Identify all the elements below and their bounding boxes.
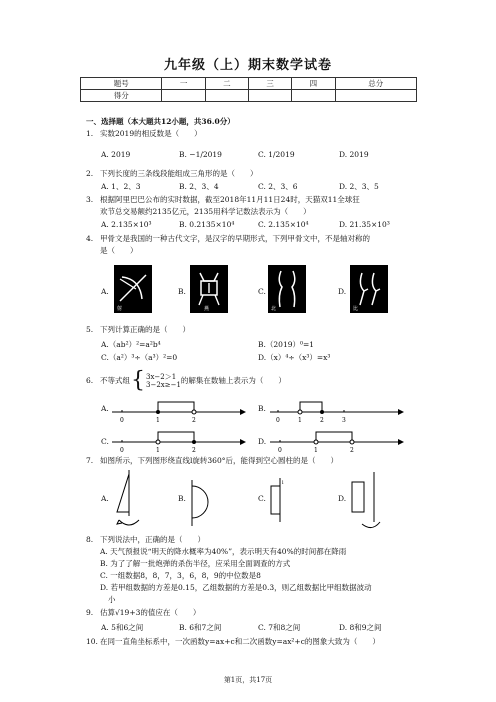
q8-option-a: A. 天气预报说“明天的降水概率为40%”，表示明天有40%的时间都在降雨 bbox=[100, 547, 347, 556]
q8-option-c: C. 一组数据8，8，7，3，6，8，9的中位数是8 bbox=[100, 571, 261, 580]
q5-option-c: C.（a²）³÷（a³）²=0 bbox=[101, 353, 178, 362]
question-number: 8. bbox=[86, 535, 94, 544]
number-line-c bbox=[112, 428, 247, 454]
brace-symbol: { bbox=[131, 368, 145, 393]
q3-option-c: C. 2.135×10⁴ bbox=[258, 220, 309, 229]
question-9 bbox=[86, 608, 200, 618]
score-cell bbox=[205, 90, 248, 102]
q1-option-c: C. 1/2019 bbox=[258, 150, 295, 159]
q8-option-d-line-2: 小 bbox=[108, 595, 116, 604]
number-line-d bbox=[270, 428, 405, 454]
q4-option-d: D. bbox=[338, 287, 347, 296]
q5-option-d: D.（x）⁴÷（x³）=x³ bbox=[258, 353, 331, 362]
q3-option-d: D. 21.35×10³ bbox=[339, 220, 390, 229]
tick-label: 1 bbox=[156, 417, 160, 424]
question-number: 7. bbox=[86, 456, 94, 465]
question-text-post: 的解集在数轴上表示为（ ） bbox=[180, 376, 286, 385]
score-header-cell: 四 bbox=[292, 78, 335, 90]
question-3 bbox=[86, 195, 360, 205]
rotation-figure-c bbox=[266, 476, 296, 524]
score-cell bbox=[335, 90, 416, 102]
q1-option-d: D. 2019 bbox=[339, 150, 369, 159]
tick-label: 2 bbox=[192, 417, 196, 424]
score-header-cell: 题号 bbox=[81, 78, 162, 90]
q2-option-c: C. 2、3、6 bbox=[258, 182, 298, 191]
glyph-caption: 燕 bbox=[204, 306, 210, 312]
page-title: 九年级（上）期末数学试卷 bbox=[163, 58, 332, 73]
question-number: 6. bbox=[86, 376, 94, 385]
q4-option-c: C. bbox=[258, 287, 266, 296]
question-text: 甲骨文是我国的一种古代文字，是汉字的早期形式，下列甲骨文中，不是轴对称的 bbox=[100, 234, 370, 243]
score-header-cell: 一 bbox=[162, 78, 205, 90]
q4-option-b: B. bbox=[178, 287, 186, 296]
question-number: 10. bbox=[86, 637, 98, 646]
oracle-glyph-image bbox=[114, 265, 152, 313]
score-cell bbox=[162, 90, 205, 102]
q3-option-a: A. 2.135×10³ bbox=[101, 220, 152, 229]
inequality-2: 3−2x≥−1 bbox=[146, 381, 181, 389]
tick-label: 1 bbox=[156, 447, 160, 454]
score-table bbox=[80, 77, 417, 102]
q2-option-b: B. 2、3、4 bbox=[179, 182, 219, 191]
question-text: 根据阿里巴巴公布的实时数据，截至2018年11月11日24时，天猫双11全球狂 bbox=[100, 195, 360, 204]
oracle-glyph-image bbox=[268, 265, 306, 313]
question-number: 1. bbox=[86, 129, 94, 138]
q6-option-a: A. bbox=[101, 404, 109, 413]
question-number: 9. bbox=[86, 608, 94, 617]
question-text: 在同一直角坐标系中，一次函数y=ax+c和二次函数y=ax²+c的图象大致为（ ） bbox=[100, 637, 380, 646]
q1-option-a: A. 2019 bbox=[101, 150, 131, 159]
q6-option-d: D. bbox=[258, 437, 267, 446]
q8-option-b: B. 为了了解一批炮弹的杀伤半径，应采用全面调查的方式 bbox=[100, 559, 291, 568]
tick-label: 0 bbox=[120, 447, 124, 454]
question-2 bbox=[86, 169, 258, 179]
q9-option-a: A. 5和6之间 bbox=[101, 623, 144, 632]
q7-option-a: A. bbox=[101, 494, 109, 503]
glyph-caption: 比 bbox=[353, 306, 359, 312]
question-text: 实数2019的相反数是（ ） bbox=[100, 129, 202, 138]
q7-option-d: D. bbox=[338, 494, 347, 503]
question-6 bbox=[86, 368, 286, 393]
score-header-cell: 二 bbox=[205, 78, 248, 90]
question-number: 5. bbox=[86, 325, 94, 334]
tick-label: 0 bbox=[120, 417, 124, 424]
tick-label: 0 bbox=[278, 447, 282, 454]
question-text: 下列计算正确的是（ ） bbox=[100, 325, 190, 334]
question-1 bbox=[86, 129, 202, 139]
q4-option-a: A. bbox=[101, 287, 109, 296]
q3-option-b: B. 0.2135×10⁴ bbox=[179, 220, 235, 229]
page-footer: 第1页，共17页 bbox=[223, 676, 273, 684]
q8-option-d: D. 若甲组数据的方差是0.15，乙组数据的方差是0.3，则乙组数据比甲组数据波动 bbox=[100, 583, 372, 592]
q9-option-b: B. 6和7之间 bbox=[179, 623, 222, 632]
q2-option-d: D. 2、3、5 bbox=[339, 182, 379, 191]
score-cell bbox=[248, 90, 291, 102]
tick-label: 2 bbox=[192, 447, 196, 454]
score-row-label: 得分 bbox=[81, 90, 162, 102]
q1-option-b: B. −1/2019 bbox=[179, 150, 222, 159]
question-7 bbox=[86, 456, 338, 466]
section-heading: 一、选择题（本大题共12小题，共36.0分） bbox=[86, 117, 235, 126]
glyph-caption: 北 bbox=[271, 306, 277, 312]
number-line-b bbox=[270, 398, 405, 424]
q6-option-c: C. bbox=[101, 437, 109, 446]
q5-option-b: B.（2019）⁰=1 bbox=[258, 340, 315, 349]
tick-label: 1 bbox=[314, 447, 318, 454]
oracle-glyph-image bbox=[190, 265, 228, 313]
question-text: 下列说法中，正确的是（ ） bbox=[100, 535, 205, 544]
oracle-glyph-image bbox=[350, 265, 388, 313]
question-text: 估算√19+3的值应在（ ） bbox=[100, 608, 201, 617]
question-3-line-2: 欢节总交易额约2135亿元，2135用科学记数法表示为（ ） bbox=[100, 207, 311, 216]
question-number: 4. bbox=[86, 234, 94, 243]
score-header-row bbox=[81, 78, 417, 90]
question-number: 2. bbox=[86, 169, 94, 178]
question-text: 下列长度的三条线段能组成三角形的是（ ） bbox=[100, 169, 258, 178]
tick-label: 2 bbox=[350, 447, 354, 454]
q7-option-c: C. bbox=[258, 494, 266, 503]
number-line-a bbox=[112, 398, 247, 424]
question-4 bbox=[86, 234, 370, 244]
rotation-figure-b bbox=[186, 478, 226, 528]
q2-option-a: A. 1、2、3 bbox=[101, 182, 141, 191]
tick-label: 3 bbox=[342, 417, 346, 424]
score-header-cell: 三 bbox=[248, 78, 291, 90]
glyph-caption: 射 bbox=[117, 306, 123, 312]
inequality-1: 3x−2＞1 bbox=[146, 373, 177, 381]
question-8 bbox=[86, 535, 205, 545]
score-header-cell: 总分 bbox=[335, 78, 416, 90]
rotation-figure-a bbox=[113, 468, 143, 530]
question-number: 3. bbox=[86, 195, 94, 204]
axis-l-label: l bbox=[282, 480, 284, 486]
question-10 bbox=[86, 637, 380, 647]
q5-option-a: A.（ab²）²=a²b⁴ bbox=[101, 340, 161, 349]
rotation-figure-d bbox=[348, 470, 384, 532]
q9-option-c: C. 7和8之间 bbox=[258, 623, 301, 632]
score-value-row bbox=[81, 90, 417, 102]
q6-option-b: B. bbox=[258, 404, 266, 413]
tick-label: 1 bbox=[298, 417, 302, 424]
question-4-line-2: 是（ ） bbox=[100, 246, 138, 255]
question-text: 如图所示，下列图形绕直线l旋转360°后，能得到空心圆柱的是（ ） bbox=[100, 456, 338, 465]
tick-label: 2 bbox=[320, 417, 324, 424]
tick-label: 0 bbox=[276, 417, 280, 424]
question-5 bbox=[86, 325, 190, 335]
question-text-pre: 不等式组 bbox=[100, 376, 130, 385]
q7-option-b: B. bbox=[178, 494, 186, 503]
q9-option-d: D. 8和9之间 bbox=[339, 623, 382, 632]
score-cell bbox=[292, 90, 335, 102]
